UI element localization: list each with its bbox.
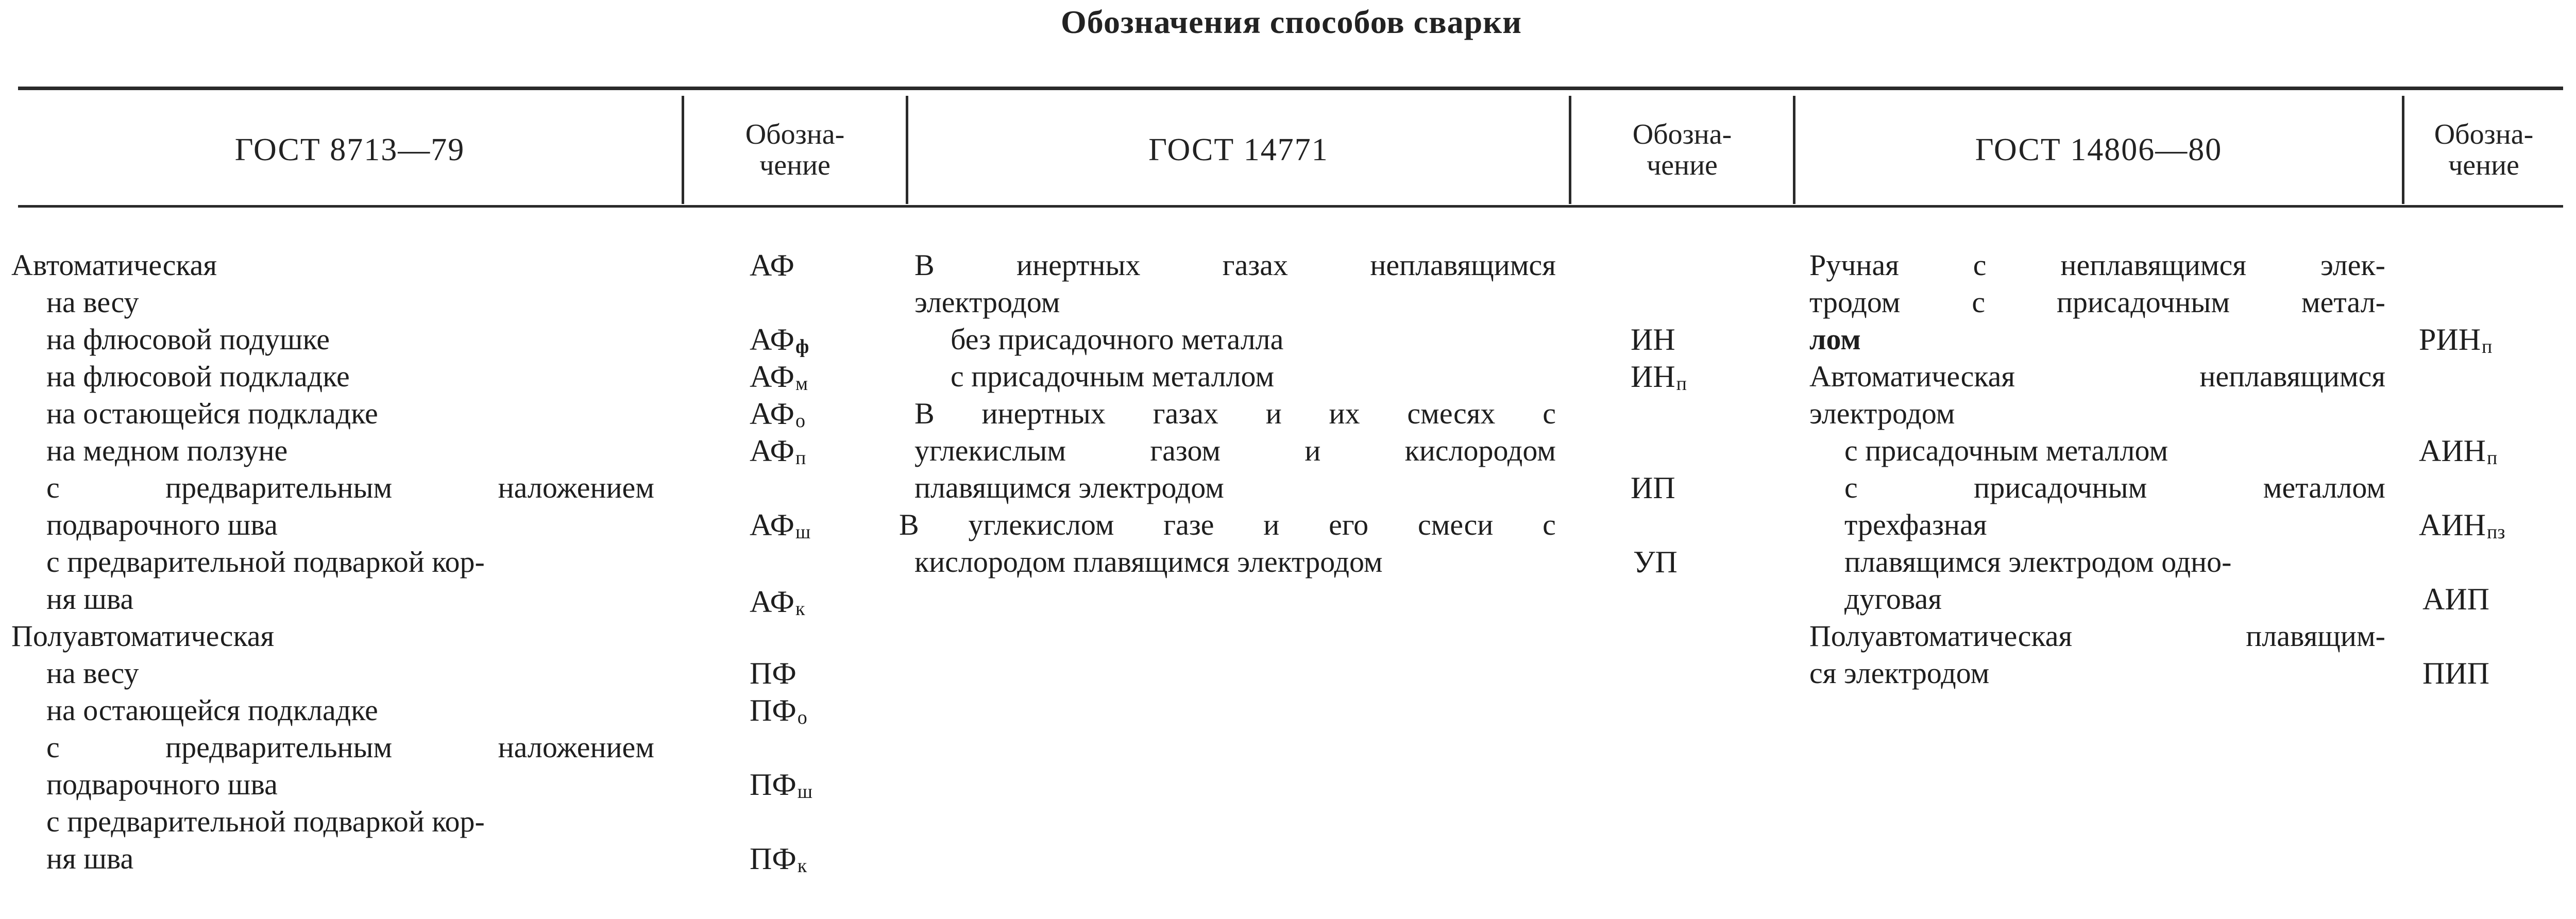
word: предварительным bbox=[165, 471, 393, 504]
word: тродом bbox=[1809, 285, 1901, 319]
header-designation-1 bbox=[684, 96, 906, 204]
method-row bbox=[914, 247, 1556, 284]
code-subscript: к bbox=[797, 855, 807, 877]
word: и bbox=[1265, 397, 1282, 430]
designation-code bbox=[1631, 469, 1675, 506]
word: газе bbox=[1163, 508, 1214, 541]
designation-code bbox=[2419, 506, 2505, 551]
code-base: ИП bbox=[1631, 471, 1675, 505]
code-base: АФ bbox=[750, 434, 794, 468]
word: кислородом bbox=[1404, 434, 1556, 467]
code-base: АФ bbox=[750, 585, 794, 619]
designation-code bbox=[1631, 358, 1687, 402]
word: газах bbox=[1153, 397, 1218, 430]
method-row: электродом bbox=[914, 285, 1060, 319]
code-subscript: п bbox=[2487, 447, 2498, 469]
method-row bbox=[914, 432, 1556, 469]
code-base: ПФ bbox=[750, 768, 796, 802]
header-designation-3 bbox=[2404, 96, 2563, 204]
word: газах bbox=[1222, 248, 1288, 282]
code-base: АФ bbox=[750, 248, 794, 282]
designation-code bbox=[750, 655, 796, 692]
header-bottom-rule bbox=[18, 205, 2563, 208]
code-base: ПФ bbox=[750, 656, 796, 690]
method-row: дуговая bbox=[1844, 582, 1942, 616]
word: плавящим- bbox=[2246, 619, 2385, 653]
code-subscript: ш bbox=[797, 781, 812, 803]
method-row: трехфазная bbox=[1844, 508, 1987, 541]
code-base: АИН bbox=[2419, 508, 2486, 542]
word: инертных bbox=[1016, 248, 1141, 282]
word: присадочным bbox=[1974, 471, 2147, 504]
designation-code bbox=[750, 583, 805, 627]
method-row bbox=[1809, 247, 2385, 284]
code-base: ПФ bbox=[750, 693, 796, 727]
method-row bbox=[914, 395, 1556, 432]
method-row: подварочного шва bbox=[46, 768, 278, 801]
designation-line2: чение bbox=[2448, 149, 2519, 181]
designation-code bbox=[2419, 432, 2497, 476]
designation-code bbox=[750, 692, 807, 736]
method-row: Автоматическая bbox=[11, 248, 217, 282]
word: металлом bbox=[2263, 471, 2385, 504]
word: с bbox=[1972, 285, 1986, 319]
code-subscript: о bbox=[795, 410, 805, 432]
method-row: на весу bbox=[46, 656, 139, 690]
method-row bbox=[1809, 358, 2385, 395]
method-row: с предварительной подваркой кор- bbox=[46, 805, 485, 838]
method-row: ня шва bbox=[46, 842, 134, 875]
word: метал- bbox=[2301, 285, 2385, 319]
designation-line1: Обозна- bbox=[2434, 118, 2534, 150]
code-subscript: к bbox=[795, 598, 805, 620]
word: с bbox=[1973, 248, 1987, 282]
top-rule bbox=[18, 87, 2563, 90]
designation-code bbox=[750, 432, 806, 476]
code-subscript: п bbox=[1676, 373, 1687, 395]
method-row: на остающейся подкладке bbox=[46, 693, 378, 727]
word: смеси bbox=[1417, 508, 1494, 541]
word: их bbox=[1329, 397, 1360, 430]
word: с bbox=[46, 471, 60, 504]
header-gost-8713: ГОСТ 8713—79 bbox=[234, 132, 465, 167]
designation-code bbox=[1633, 543, 1677, 581]
method-row: на весу bbox=[46, 285, 139, 319]
method-row bbox=[1844, 469, 2385, 506]
designation-code bbox=[750, 766, 812, 810]
word: инертных bbox=[981, 397, 1106, 430]
code-base: АФ bbox=[750, 397, 794, 431]
word: с bbox=[46, 730, 60, 764]
method-row: кислородом плавящимся электродом bbox=[914, 545, 1383, 578]
designation-line2: чение bbox=[759, 149, 831, 181]
word: углекислым bbox=[914, 434, 1066, 467]
method-row: без присадочного металла bbox=[951, 322, 1284, 356]
code-base: АИП bbox=[2422, 582, 2489, 616]
method-row: электродом bbox=[1809, 397, 1955, 430]
method-row: на флюсовой подкладке bbox=[46, 360, 350, 393]
method-row bbox=[899, 506, 1556, 543]
designation-code bbox=[750, 840, 807, 884]
designation-code bbox=[2422, 655, 2489, 692]
word: присадочным bbox=[2056, 285, 2230, 319]
designation-line1: Обозна- bbox=[745, 118, 845, 150]
code-base: ПФ bbox=[750, 842, 796, 876]
word: неплавящимся bbox=[2199, 360, 2385, 393]
code-subscript: ф bbox=[795, 336, 809, 358]
designation-code bbox=[2422, 581, 2489, 618]
code-base: ИН bbox=[1631, 360, 1675, 394]
header-designation-2 bbox=[1571, 96, 1793, 204]
word: наложением bbox=[498, 471, 654, 504]
word: с bbox=[1543, 508, 1556, 541]
code-base: ИН bbox=[1631, 322, 1675, 356]
designation-code bbox=[750, 506, 810, 551]
code-subscript: п bbox=[795, 447, 806, 469]
word: и bbox=[1263, 508, 1280, 541]
word: смесях bbox=[1407, 397, 1496, 430]
code-base: АФ bbox=[750, 322, 794, 356]
word: с bbox=[1543, 397, 1556, 430]
word: В bbox=[914, 248, 935, 282]
method-row: с предварительной подваркой кор- bbox=[46, 545, 485, 578]
method-row: с присадочным металлом bbox=[951, 360, 1275, 393]
word: и bbox=[1304, 434, 1321, 467]
code-subscript: о bbox=[797, 707, 807, 728]
code-base: АФ bbox=[750, 508, 794, 542]
method-row: на остающейся подкладке bbox=[46, 397, 378, 430]
method-row: ся электродом bbox=[1809, 656, 1990, 690]
code-subscript: пз bbox=[2487, 521, 2505, 543]
method-row: плавящимся электродом bbox=[914, 471, 1224, 504]
designation-line2: чение bbox=[1647, 149, 1718, 181]
header-gost-14771: ГОСТ 14771 bbox=[1148, 132, 1329, 167]
designation-code bbox=[1631, 321, 1675, 358]
word: Автоматическая bbox=[1809, 360, 2015, 393]
word: Полуавтоматическая bbox=[1809, 619, 2073, 653]
word: углекислом bbox=[968, 508, 1114, 541]
method-row: подварочного шва bbox=[46, 508, 278, 541]
method-row: на флюсовой подушке bbox=[46, 322, 330, 356]
method-row bbox=[1809, 284, 2385, 321]
table-title: Обозначения способов сварки bbox=[1061, 4, 1522, 40]
word: элек- bbox=[2320, 248, 2385, 282]
code-subscript: ш bbox=[795, 521, 811, 543]
word: неплавящимся bbox=[1370, 248, 1556, 282]
method-row: Полуавтоматическая bbox=[11, 619, 275, 653]
code-base: АФ bbox=[750, 360, 794, 394]
word: В bbox=[914, 397, 935, 430]
code-base: РИН bbox=[2419, 322, 2481, 356]
word: неплавящимся bbox=[2060, 248, 2247, 282]
header-gost-14806: ГОСТ 14806—80 bbox=[1975, 132, 2223, 167]
method-row: на медном ползуне bbox=[46, 434, 288, 467]
word: газом bbox=[1150, 434, 1221, 467]
code-base: УП bbox=[1633, 545, 1677, 579]
word: Ручная bbox=[1809, 248, 1899, 282]
method-row: лом bbox=[1809, 322, 1861, 356]
code-base: ПИП bbox=[2422, 656, 2489, 690]
designation-code bbox=[2419, 321, 2492, 365]
designation-line1: Обозна- bbox=[1632, 118, 1732, 150]
code-subscript: п bbox=[2482, 336, 2493, 358]
code-base: АИН bbox=[2419, 434, 2486, 468]
word: предварительным bbox=[165, 730, 393, 764]
designation-code bbox=[750, 247, 794, 284]
method-row bbox=[1809, 618, 2385, 655]
method-row bbox=[46, 729, 654, 766]
word: В bbox=[899, 508, 919, 541]
word: его bbox=[1329, 508, 1369, 541]
method-row bbox=[46, 469, 654, 506]
method-row: ня шва bbox=[46, 582, 134, 616]
word: с bbox=[1844, 471, 1858, 504]
method-row: плавящимся электродом одно- bbox=[1844, 545, 2232, 578]
code-subscript: м bbox=[795, 373, 808, 395]
word: наложением bbox=[498, 730, 654, 764]
method-row: с присадочным металлом bbox=[1844, 434, 2168, 467]
